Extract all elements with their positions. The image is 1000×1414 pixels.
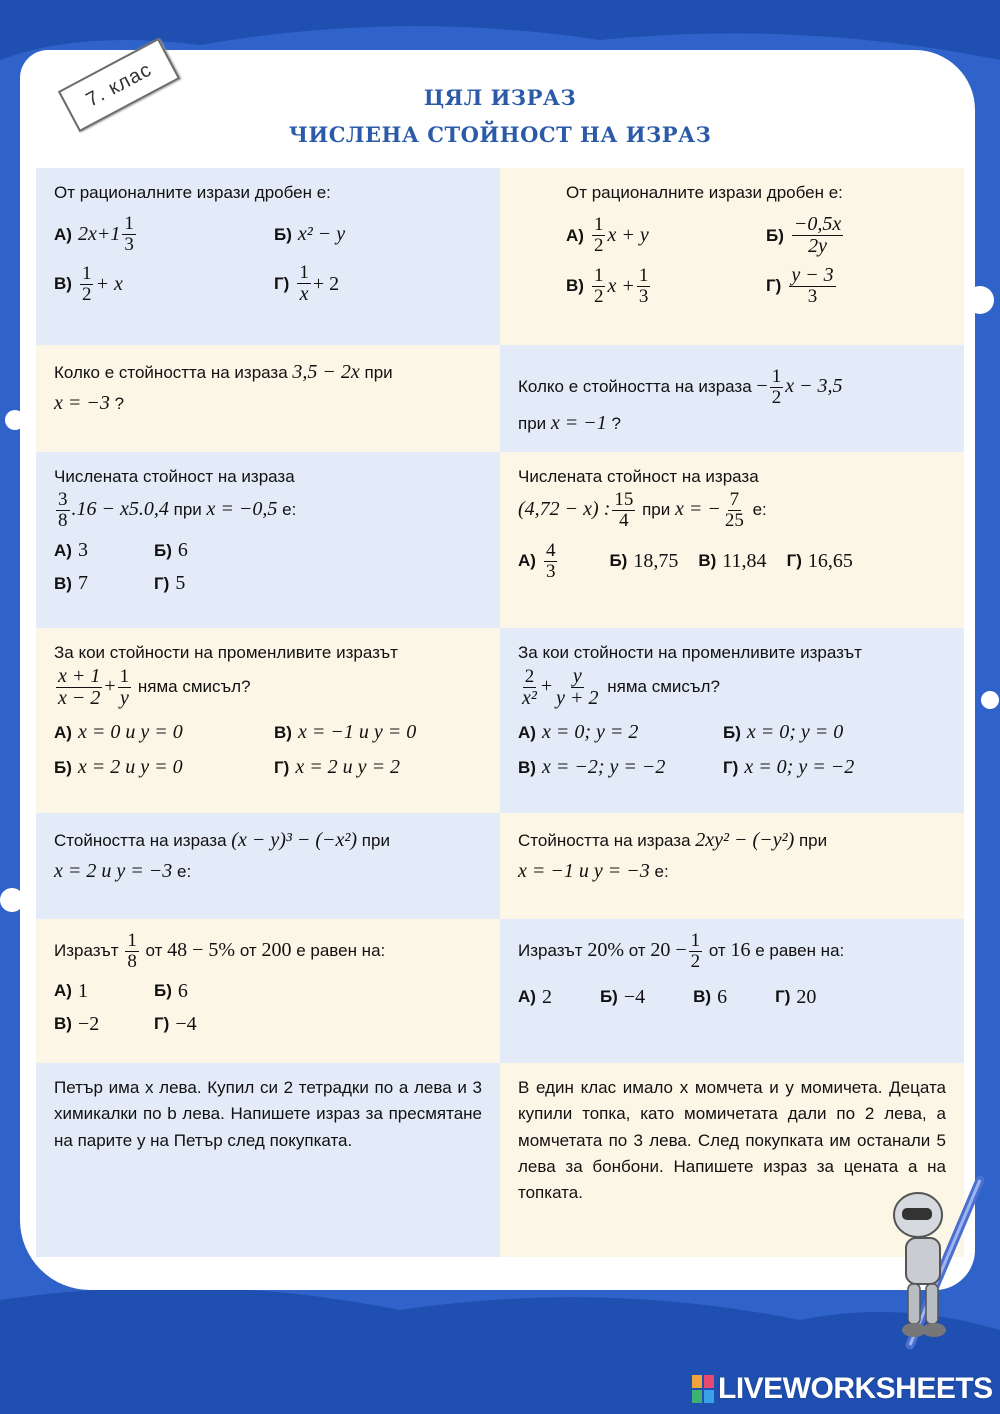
question-6-left: Изразът $\frac{1}{8}$ от 48 − 5% от 200 е равен на: А) 1 Б) 6 В) −2 Г) −4 — [36, 919, 500, 1063]
option-b[interactable]: Б) 6 — [154, 979, 188, 1002]
option-g[interactable]: Г) 20 — [775, 985, 817, 1008]
question-4-left: За кои стойности на променливите изразът $\frac{x + 1}{x - 2}$ + $\frac{1}{y}$ няма смисъл? А) x = 0 и y = 0 В) x = −1 и y = 0 Б) x = 2 и y = 0 Г) x = 2 и y = 2 — [36, 628, 500, 813]
option-v[interactable]: В) x = −1 и y = 0 — [274, 721, 417, 744]
question-row-6 — [36, 919, 964, 1063]
question-6-right: Изразът 20% от 20 − $\frac{1}{2}$ от 16 е равен на: А) 2 Б) −4 В) 6 Г) 20 — [500, 919, 964, 1063]
option-v[interactable]: В) 6 — [693, 985, 728, 1008]
question-1-left — [36, 168, 500, 345]
word-problem-text: В един клас имало x момчета и y момичета. Децата купили топка, като момичетата дали по 2 лева, а момчетата по 3 лева. След покупката им останали 5 лева за бонбони. Напишете израз за цената a на топката. — [518, 1078, 946, 1203]
question-row-7 — [36, 1063, 964, 1257]
question-text: От рационалните изрази дробен е: — [54, 183, 331, 202]
logo-mark-icon — [692, 1375, 714, 1403]
question-4-right: За кои стойности на променливите изразът $\frac{2}{\text{x²}}$ + $\frac{y}{y + 2}$ няма смисъл? А) x = 0; y = 2 Б) x = 0; y = 0 В) x = −2; y = −2 Г) x = 0; y = −2 — [500, 628, 964, 813]
question-7-left — [36, 1063, 500, 1257]
option-a[interactable]: А) 2x+1 $\frac{1}{3}$ — [54, 213, 134, 256]
question-row-4 — [36, 628, 964, 813]
option-b[interactable]: Б) x² − y — [274, 223, 346, 246]
grade-tag: 7. клас — [58, 38, 180, 132]
liveworksheets-logo: LIVEWORKSHEETS — [692, 1372, 993, 1406]
question-row-2 — [36, 345, 964, 452]
option-b[interactable]: Б) $\frac{-0,5x}{2y}$ — [766, 213, 842, 258]
option-g[interactable]: Г) 5 — [154, 572, 186, 595]
option-g[interactable]: Г) $\frac{1}{x}$ + 2 — [274, 262, 340, 306]
option-b[interactable]: Б) 18,75 — [609, 550, 679, 573]
option-b[interactable]: Б) x = 0; y = 0 — [723, 721, 844, 744]
option-a[interactable]: А) x = 0; y = 2 — [518, 721, 639, 744]
option-v[interactable]: В) 11,84 — [698, 550, 767, 573]
option-g[interactable]: Г) $\frac{y - 3}{3}$ — [766, 264, 834, 308]
robot-with-pen-illustration — [880, 1170, 990, 1360]
option-b[interactable]: Б) 6 — [154, 539, 188, 562]
option-a[interactable]: А) x = 0 и y = 0 — [54, 721, 183, 744]
question-2-right: Колко е стойността на израза − $\frac{1}{2}$ x − 3,5 при x = −1 ? — [500, 345, 964, 452]
option-g[interactable]: Г) −4 — [154, 1012, 197, 1035]
question-text: От рационалните изрази дробен е: — [566, 183, 843, 202]
title-line-1: ЦЯЛ ИЗРАЗ — [423, 85, 577, 110]
question-3-right: Числената стойност на израза (4,72 − x) : $\frac{15}{4}$ при x = − $\frac{7}{25}$ е: А) $\frac{4}{3}$ Б) 18,75 В) 11,84 Г) 16,65 — [500, 452, 964, 628]
option-v[interactable]: В) $\frac{1}{2}$ x + $\frac{1}{3}$ — [566, 264, 649, 307]
question-2-left: Колко е стойността на израза 3,5 − 2x при x = −3 ? — [36, 345, 500, 452]
option-b[interactable]: Б) −4 — [599, 985, 646, 1008]
option-b[interactable]: Б) x = 2 и y = 0 — [54, 756, 183, 779]
title-line-2: ЧИСЛЕНА СТОЙНОСТ НА ИЗРАЗ — [288, 122, 712, 147]
option-v[interactable]: В) $\frac{1}{2}$ + x — [54, 262, 123, 305]
option-a[interactable]: А) $\frac{4}{3}$ — [518, 540, 556, 583]
option-a[interactable]: А) 3 — [54, 539, 88, 562]
questions-grid — [36, 168, 964, 1257]
question-3-left: Числената стойност на израза $\frac{3}{8}$ .16 − x5.0,4 при x = −0,5 е: А) 3 Б) 6 В) 7 Г) 5 — [36, 452, 500, 628]
question-row-3 — [36, 452, 964, 628]
question-row-1 — [36, 168, 964, 345]
option-g[interactable]: Г) x = 0; y = −2 — [723, 756, 855, 779]
option-g[interactable]: Г) 16,65 — [786, 550, 853, 573]
option-a[interactable]: А) $\frac{1}{2}$ x + y — [566, 214, 649, 257]
word-problem-text: Петър има x лева. Купил си 2 тетрадки по a лева и 3 химикалки по b лева. Напишете израз за пресмятане на парите y на Петър след покупката. — [54, 1078, 482, 1150]
option-v[interactable]: В) x = −2; y = −2 — [518, 756, 666, 779]
question-5-right: Стойността на израза 2xy² − (−y²) при x = −1 и y = −3 е: — [500, 813, 964, 919]
option-a[interactable]: А) 2 — [518, 985, 552, 1008]
option-v[interactable]: В) 7 — [54, 572, 88, 595]
option-a[interactable]: А) 1 — [54, 979, 88, 1002]
option-v[interactable]: В) −2 — [54, 1012, 100, 1035]
question-1-right — [500, 168, 964, 345]
option-g[interactable]: Г) x = 2 и y = 2 — [274, 756, 401, 779]
question-5-left: Стойността на израза (x − y)³ − (−x²) при x = 2 и y = −3 е: — [36, 813, 500, 919]
question-row-5 — [36, 813, 964, 919]
